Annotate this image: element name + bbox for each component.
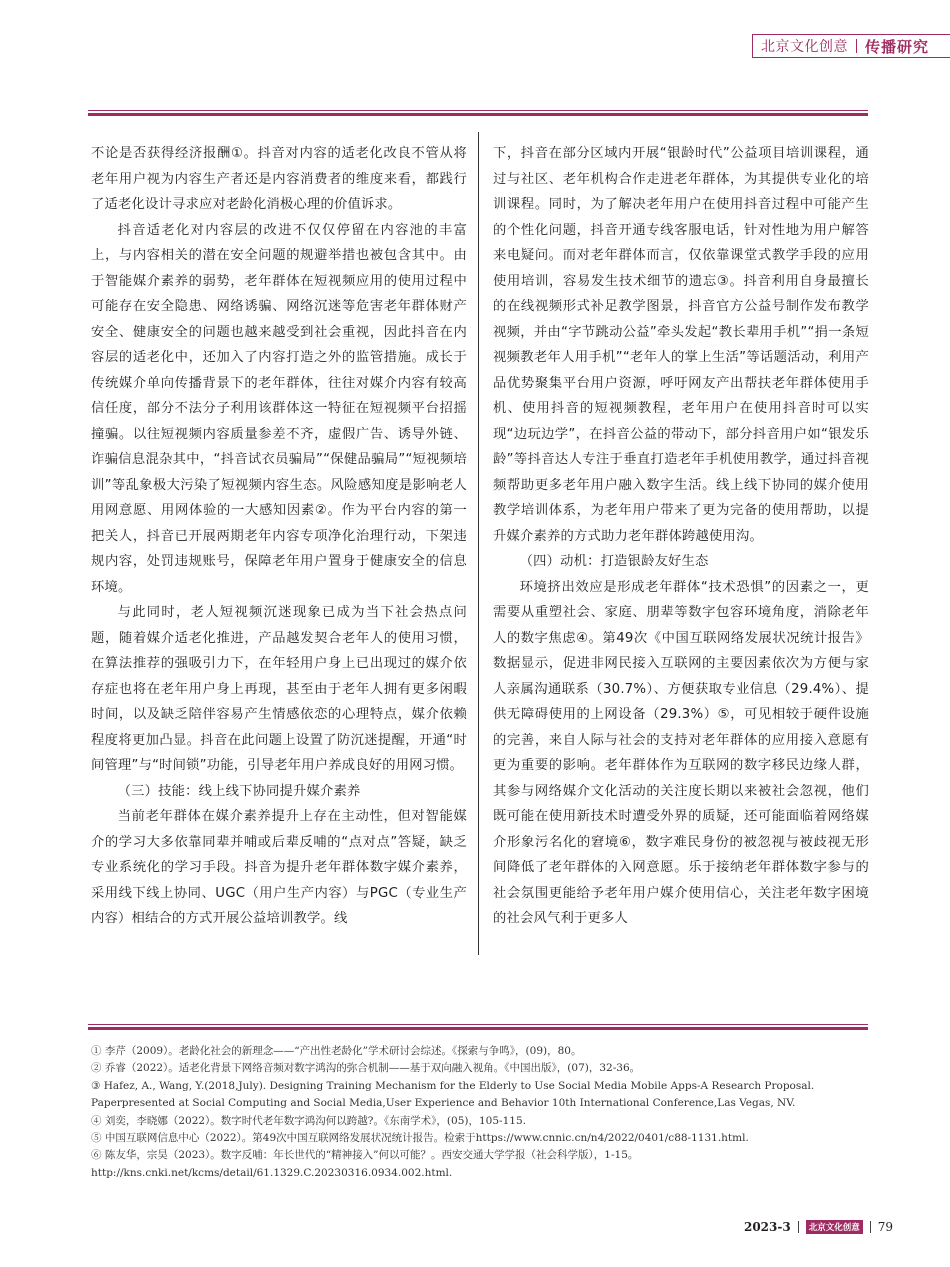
issue-number: 2023-3 [743,1220,791,1234]
header-separator [856,39,857,53]
footnote-rule [88,1024,868,1030]
footer-separator [798,1221,799,1233]
footer-separator-2 [870,1221,871,1233]
header-publication: 北京文化创意 [761,39,848,55]
header-section: 传播研究 [865,37,930,56]
right-column [493,141,869,932]
page-number: 79 [877,1220,893,1234]
paragraph: 与此同时，老人短视频沉迷现象已成为当下社会热点问题，随着媒介适老化推进，产品越发契合老年人的使用习惯，在算法推荐的强吸引力下，在年轻用户身上已出现过的媒介依存症也将在老年用户身上再现，甚至由于老年人拥有更多闲暇时间，以及缺乏陪伴容易产生情感依恋的心理特点，媒介依赖程度将更加凸显。抖音在此问题上设置了防沉迷提醒，开通“时间管理”与“时间锁”功能，引导老年用户养成良好的用网习惯。 [91,605,467,773]
paragraph: 下，抖音在部分区域内开展“银龄时代”公益项目培训课程，通过与社区、老年机构合作走进老年群体，为其提供专业化的培训课程。同时，为了解决老年用户在使用抖音过程中可能产生的个性化问题，抖音开通专线客服电话，针对性地为用户解答来电疑问。而对老年群体而言，仅依靠课堂式教学手段的应用使用培训，容易发生技术细节的遗忘③。抖音利用自身最擅长的在线视频形式补足教学图景，抖音官方公益号制作发布教学视频，并由“字节跳动公益”牵头发起“教长辈用手机”“捐一条短视频教老年人用手机”“老年人的掌上生活”等话题活动，利用产品优势聚集平台用户资源，呼吁网友产出帮扶老年群体使用手机、使用抖音的短视频教程，老年用户在使用抖音时可以实现“边玩边学”，在抖音公益的带动下，部分抖音用户如“银发乐龄”等抖音达人专注于垂直打造老年手机使用教学，通过抖音视频帮助更多老年用户融入数字生活。线上线下协同的媒介使用教学培训体系，为老年用户带来了更为完备的使用帮助，以提升媒介素养的方式助力老年群体跨越使用沟。 [493,146,869,544]
paragraph: 当前老年群体在媒介素养提升上存在主动性，但对智能媒介的学习大多依靠同辈并哺或后辈反哺的“点对点”答疑，缺乏专业系统化的学习手段。抖音为提升老年群体数字媒介素养，采用线下线上协同、UGC（用户生产内容）与PGC（专业生产内容）相结合的方式开展公益培训教学。线 [91,809,467,926]
footnote: ⑤ 中国互联网信息中心（2022）。第49次中国互联网络发展状况统计报告。检索于https://www.cnnic.cn/n4/2022/0401/c88-1131.html. [91,1132,749,1145]
page-footer [744,1220,893,1234]
footnote: ③ Hafez, A., Wang, Y.(2018,July). Designing Training Mechanism for the Elderly to Use Social Media Mobile Apps-A Research Proposal. Paperpresented at Social Computing and Social Media,User Experience and Behavior 10th International Conference,Las Vegas, NV. [91,1079,815,1110]
paragraph: 抖音适老化对内容层的改进不仅仅停留在内容池的丰富上，与内容相关的潜在安全问题的规避举措也被包含其中。由于智能媒介素养的弱势，老年群体在短视频应用的使用过程中可能存在安全隐患、网络诱骗、网络沉迷等危害老年群体财产安全、健康安全的问题也越来越受到社会重视，因此抖音在内容层的适老化中，还加入了内容打造之外的监管措施。成长于传统媒介单向传播背景下的老年群体，往往对媒介内容有较高信任度，部分不法分子利用该群体这一特征在短视频平台招摇撞骗。以往短视频内容质量参差不齐，虚假广告、诱导外链、诈骗信息混杂其中，“抖音试衣员骗局”“保健品骗局”“短视频培训”等乱象极大污染了短视频内容生态。风险感知度是影响老人用网意愿、用网体验的一大感知因素②。作为平台内容的第一把关人，抖音已开展两期老年内容专项净化治理行动，下架违规内容，处罚违规账号，保障老年用户置身于健康安全的信息环境。 [91,222,467,595]
section-heading: （四）动机：打造银龄友好生态 [519,554,709,569]
footnote: ④ 刘奕，李晓娜（2022）。数字时代老年数字鸿沟何以跨越?。《东南学术》，(05)，105-115. [91,1114,526,1127]
section-heading: （三）技能：线上线下协同提升媒介素养 [117,783,361,799]
footnote: ⑥ 陈友华，宗昊（2023）。数字反哺：年长世代的“精神接入”何以可能？。西安交通大学学报（社会科学版），1-15。http://kns.cnki.net/kcms/detail/61.1329.C.20230316.0934.002.html. [91,1149,639,1179]
running-header [752,34,950,58]
paragraph: 环境挤出效应是形成老年群体“技术恐惧”的因素之一，更需要从重塑社会、家庭、朋辈等数字包容环境角度，消除老年人的数字焦虑④。第49次《中国互联网络发展状况统计报告》数据显示，促进非网民接入互联网的主要因素依次为方便与家人亲属沟通联系（30.7%）、方便获取专业信息（29.4%）、提供无障碍使用的上网设备（29.3%）⑤，可见相较于硬件设施的完善，来自人际与社会的支持对老年群体的应用接入意愿有更为重要的影响。老年群体作为互联网的数字移民边缘人群，其参与网络媒介文化活动的关注度长期以来被社会忽视，他们既可能在使用新技术时遭受外界的质疑，还可能面临着网络媒介形象污名化的窘境⑥，数字难民身份的被忽视与被歧视无形间降低了老年群体的入网意愿。乐于接纳老年群体数字参与的社会氛围更能给予老年用户媒介使用信心，关注老年数字困境的社会风气利于更多人 [493,579,869,926]
paragraph: 不论是否获得经济报酬①。抖音对内容的适老化改良不管从将老年用户视为内容生产者还是内容消费者的维度来看，都践行了适老化设计寻求应对老龄化消极心理的价值诉求。 [91,146,467,212]
publication-logo: 北京文化创意 [806,1220,863,1234]
left-column [91,141,467,932]
footnote: ② 乔睿（2022）。适老化背景下网络音频对数字鸿沟的弥合机制——基于双向融入视角。《中国出版》，(07)，32-36。 [91,1062,641,1075]
footnotes [91,1043,869,1182]
top-rule [88,110,868,116]
footnote: ① 李芹（2009）。老龄化社会的新理念——“产出性老龄化”学术研讨会综述。《探索与争鸣》，(09)，80。 [91,1045,582,1057]
column-divider [478,132,479,955]
